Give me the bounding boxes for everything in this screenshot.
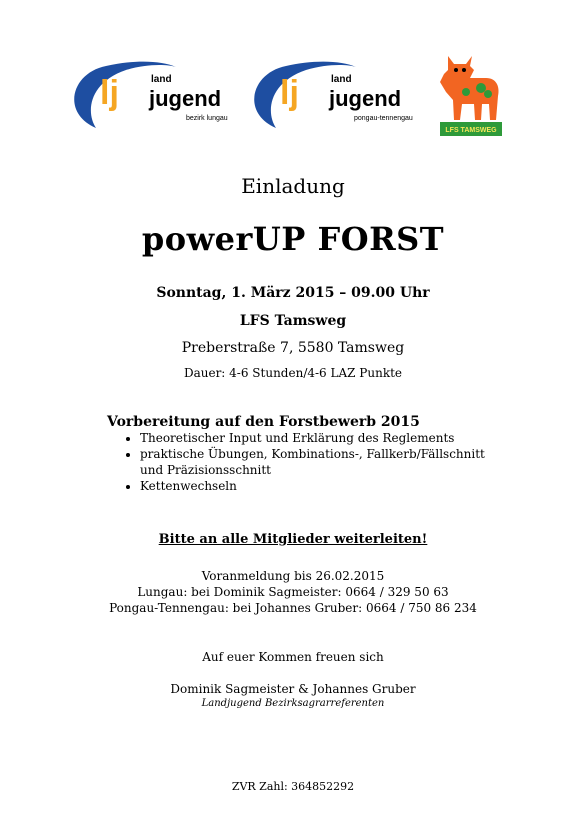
signatory-names: Dominik Sagmeister & Johannes Gruber bbox=[170, 682, 416, 696]
registration-block bbox=[0, 568, 586, 616]
lfs-label: LFS TAMSWEG bbox=[445, 127, 497, 134]
event-duration: Dauer: 4-6 Stunden/4-6 LAZ Punkte bbox=[183, 366, 403, 380]
forward-notice: Bitte an alle Mitglieder weiterleiten! bbox=[158, 532, 428, 547]
svg-text:lj: lj bbox=[100, 74, 119, 112]
event-location: LFS Tamsweg bbox=[239, 313, 347, 329]
lfs-tamsweg-logo bbox=[426, 48, 506, 140]
invitation-heading: Einladung bbox=[241, 174, 345, 198]
topic-list bbox=[120, 430, 510, 494]
event-title: powerUP FORST bbox=[141, 220, 445, 258]
landjugend-pongau-logo bbox=[246, 58, 416, 138]
event-date: Sonntag, 1. März 2015 – 09.00 Uhr bbox=[156, 285, 430, 301]
registration-deadline: Voranmeldung bis 26.02.2015 bbox=[201, 569, 385, 583]
list-item: • praktische Übungen, Kombinations-, Fallkerb/Fällschnitt und Präzisionsschnitt bbox=[140, 446, 510, 478]
registration-lungau: Lungau: bei Dominik Sagmeister: 0664 / 329 50 63 bbox=[137, 585, 449, 599]
logo-word-land: land bbox=[151, 74, 172, 85]
logo-word-jugend: jugend bbox=[329, 86, 402, 111]
signatory-role: Landjugend Bezirksagrarreferenten bbox=[201, 698, 385, 709]
logo-word-jugend: jugend bbox=[149, 86, 222, 111]
list-item: • Theoretischer Input und Erklärung des Reglements bbox=[140, 430, 510, 446]
list-item: • Kettenwechseln bbox=[140, 478, 510, 494]
logo-word-land: land bbox=[331, 74, 352, 85]
logo-subtitle: bezirk lungau bbox=[186, 115, 228, 122]
logo-subtitle: pongau-tennengau bbox=[354, 115, 413, 122]
zvr-number: ZVR Zahl: 364852292 bbox=[231, 780, 355, 793]
cow-icon bbox=[440, 56, 499, 120]
event-address: Preberstraße 7, 5580 Tamsweg bbox=[181, 340, 405, 356]
section-title: Vorbereitung auf den Forstbewerb 2015 bbox=[107, 414, 420, 430]
closing-greeting: Auf euer Kommen freuen sich bbox=[202, 650, 384, 664]
landjugend-lungau-logo bbox=[66, 58, 236, 138]
svg-text:lj: lj bbox=[280, 74, 299, 112]
registration-pongau: Pongau-Tennengau: bei Johannes Gruber: 0664 / 750 86 234 bbox=[109, 601, 477, 615]
